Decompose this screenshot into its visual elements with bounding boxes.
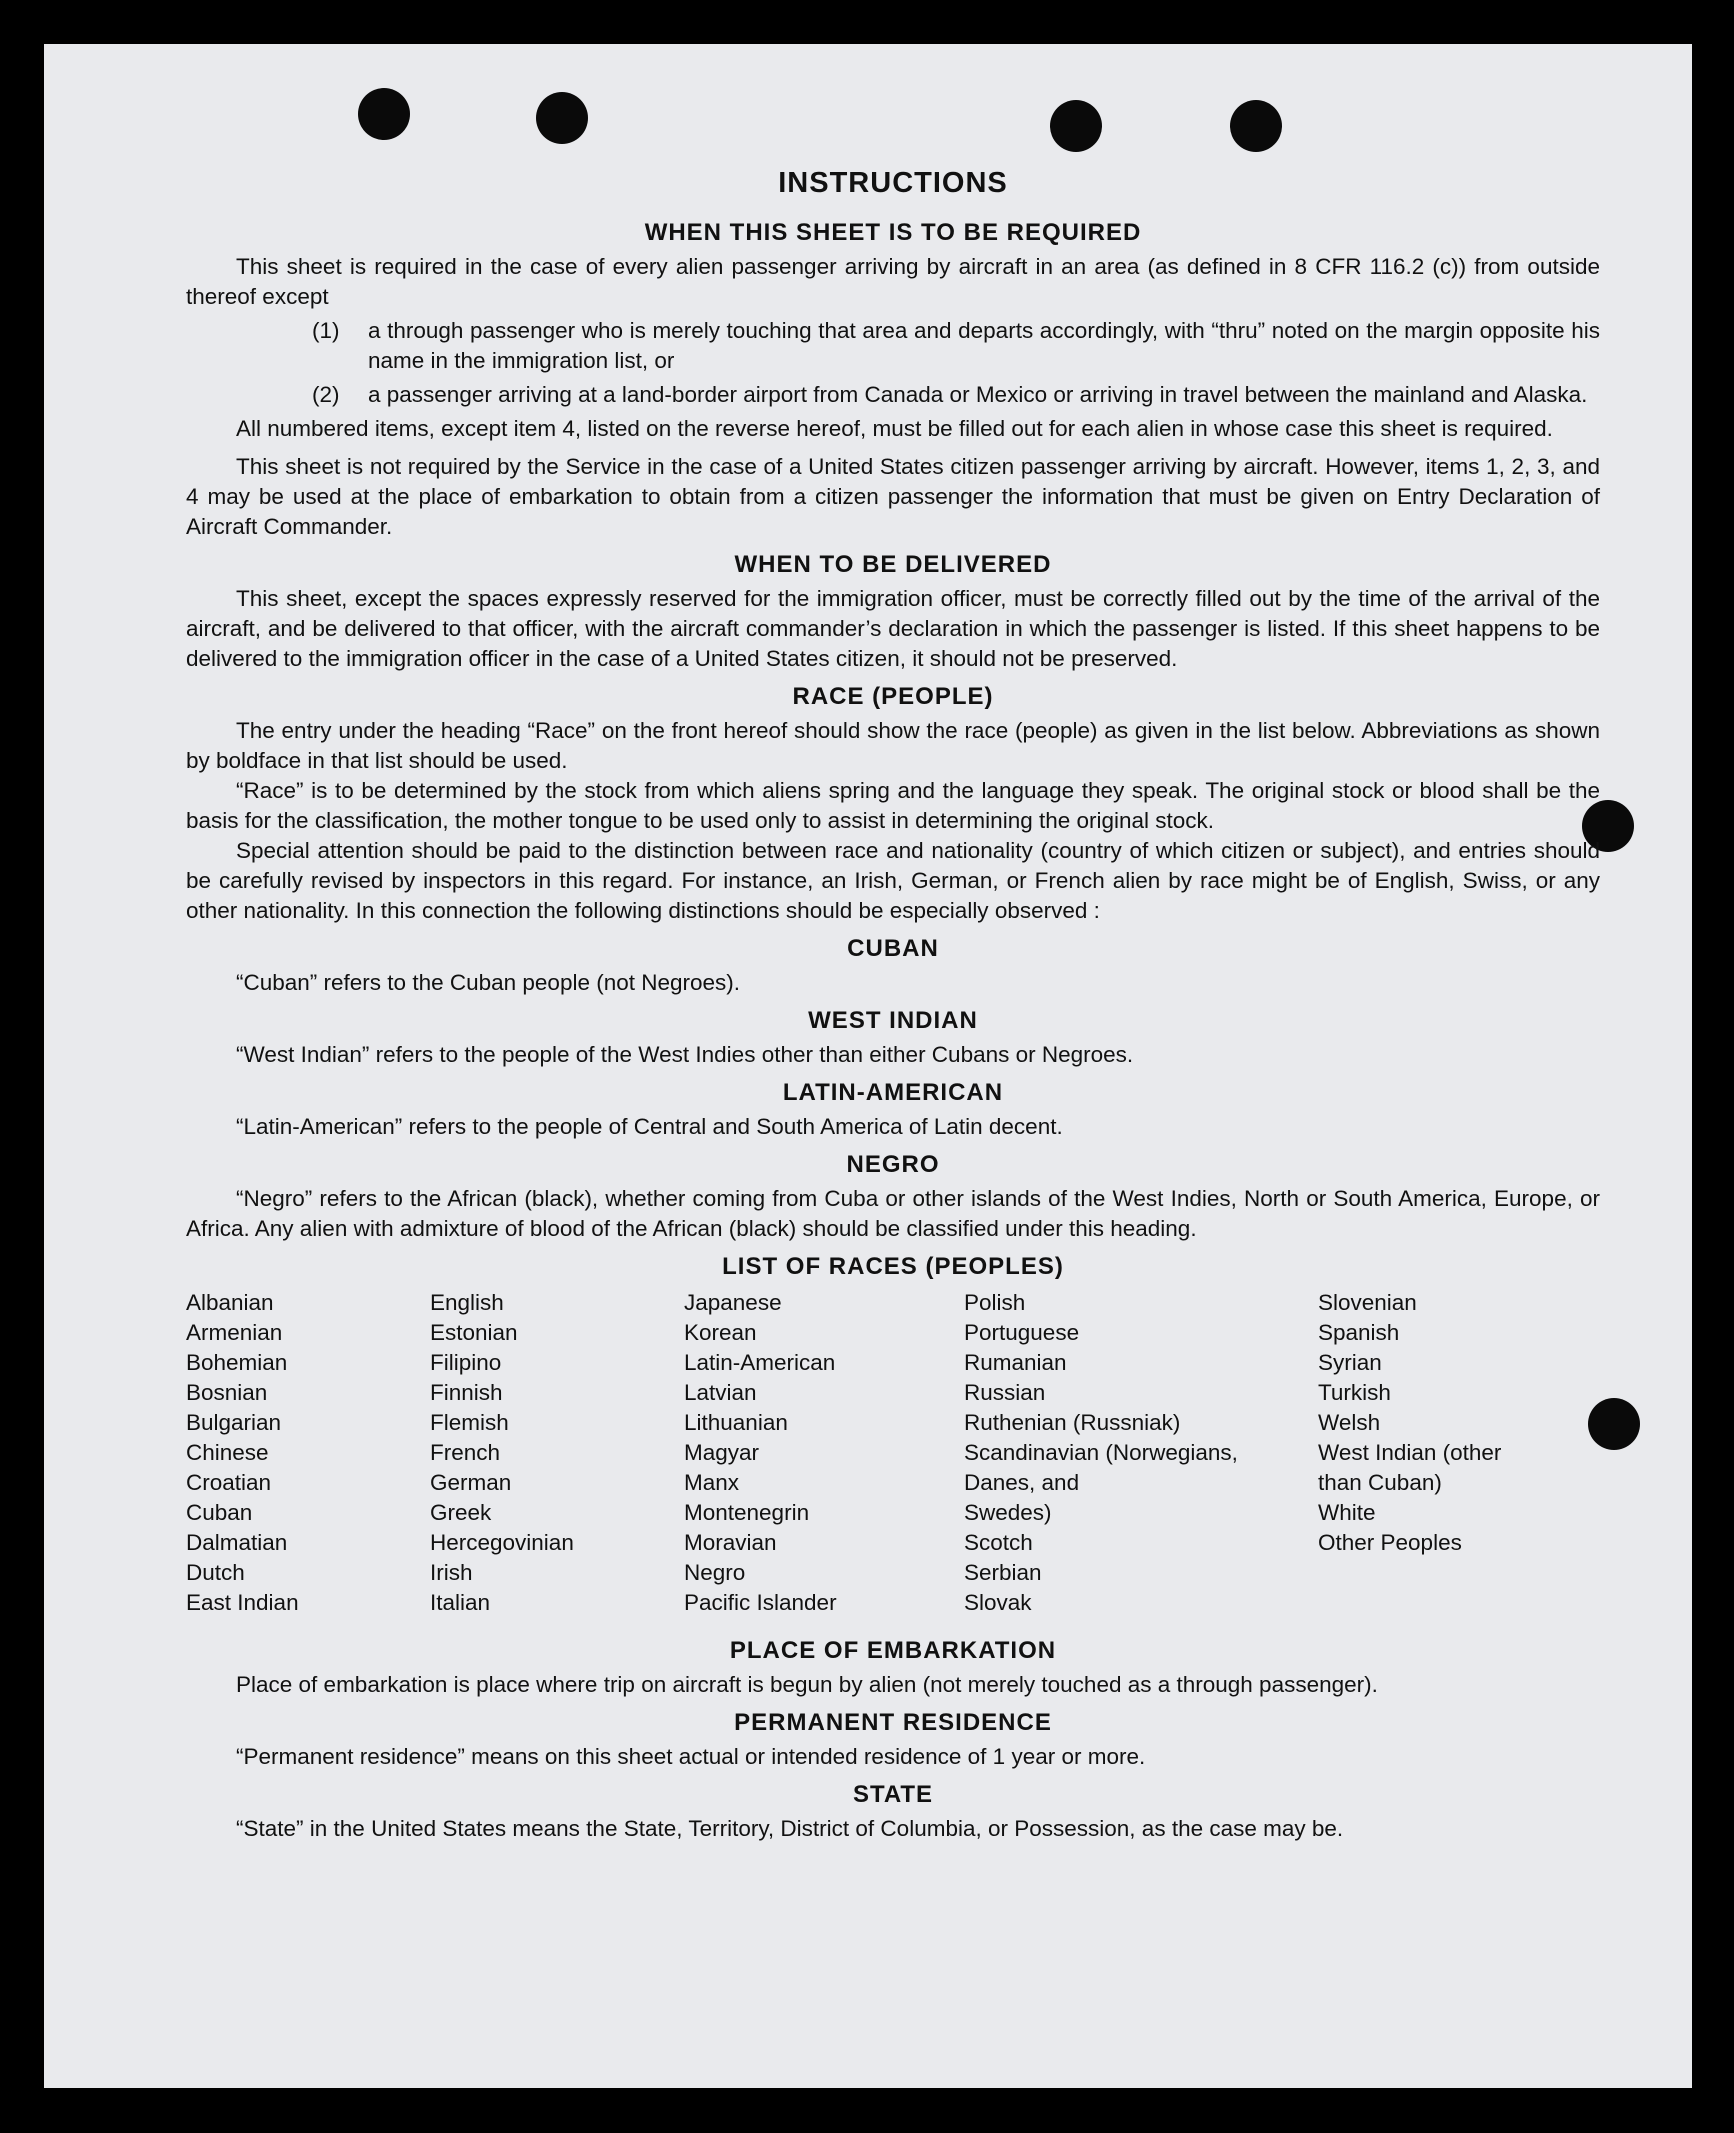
race-entry: Irish bbox=[430, 1560, 473, 1585]
races-column bbox=[1318, 1288, 1501, 1558]
race-entry: Russian bbox=[964, 1380, 1046, 1405]
race-entry: Cuban bbox=[186, 1500, 253, 1525]
race-entry: Japanese bbox=[684, 1290, 782, 1315]
race-entry: Welsh bbox=[1318, 1410, 1381, 1435]
section-heading-place-of-embarkation: PLACE OF EMBARKATION bbox=[729, 1637, 1057, 1664]
races-list bbox=[186, 1288, 1600, 1628]
race-entry: Armenian bbox=[186, 1320, 283, 1345]
race-entry: Magyar bbox=[684, 1440, 760, 1465]
item-number: (2) bbox=[312, 382, 340, 407]
section-heading-cuban: CUBAN bbox=[847, 935, 939, 962]
races-column bbox=[684, 1288, 837, 1618]
punch-hole bbox=[1230, 100, 1282, 152]
race-entry: than Cuban) bbox=[1318, 1470, 1442, 1495]
item-text: a passenger arriving at a land-border airport from Canada or Mexico or arriving in travel between the mainland and Alaska. bbox=[368, 382, 1588, 407]
race-entry: Albanian bbox=[186, 1290, 274, 1315]
race-entry: Filipino bbox=[430, 1350, 502, 1375]
section-heading-negro: NEGRO bbox=[846, 1151, 940, 1178]
numbered-items-paragraph: All numbered items, except item 4, listed on the reverse hereof, must be filled out for each alien in whose case this sheet is required. bbox=[236, 416, 1553, 441]
race-entry: Other Peoples bbox=[1318, 1530, 1462, 1555]
race-entry: Moravian bbox=[684, 1530, 777, 1555]
race-entry: Korean bbox=[684, 1320, 757, 1345]
section-heading-permanent-residence: PERMANENT RESIDENCE bbox=[734, 1709, 1052, 1736]
instructions-content bbox=[186, 168, 1600, 1844]
race-entry: German bbox=[430, 1470, 512, 1495]
section-heading-when-delivered: WHEN TO BE DELIVERED bbox=[734, 551, 1052, 578]
race-entry: French bbox=[430, 1440, 501, 1465]
race-entry: West Indian (other bbox=[1318, 1440, 1502, 1465]
item-text: a through passenger who is merely touching that area and departs accordingly, with “thru” noted on the margin opposite his name in the immigration list, or bbox=[368, 318, 1600, 373]
when-delivered-text: This sheet, except the spaces expressly reserved for the immigration officer, must be correctly filled out by the time of the arrival of the aircraft, and be delivered to that officer, with the aircraft commander’s declaration in which the passenger is listed. If this sheet happens to be delivered to the immigration officer in the case of a United States citizen, it should not be preserved. bbox=[186, 586, 1600, 671]
race-entry: Danes, and bbox=[964, 1470, 1080, 1495]
race-entry: Syrian bbox=[1318, 1350, 1382, 1375]
race-entry: Croatian bbox=[186, 1470, 272, 1495]
race-entry: Serbian bbox=[964, 1560, 1042, 1585]
race-entry: Latin-American bbox=[684, 1350, 836, 1375]
race-paragraph-3: Special attention should be paid to the distinction between race and nationality (country of which citizen or subject), and entries should be carefully revised by inspectors in this regard. For instance, an Irish, German, or French alien by race might be of English, Swiss, or any other nationality. In this connection the following distinctions should be especially observed : bbox=[186, 838, 1600, 923]
races-column bbox=[430, 1288, 574, 1618]
exception-item bbox=[312, 316, 1600, 376]
races-column bbox=[964, 1288, 1238, 1618]
race-entry: Hercegovinian bbox=[430, 1530, 574, 1555]
race-entry: Scandinavian (Norwegians, bbox=[964, 1440, 1238, 1465]
permanent-residence-text: “Permanent residence” means on this sheet actual or intended residence of 1 year or more. bbox=[236, 1744, 1146, 1769]
section-heading-race: RACE (PEOPLE) bbox=[792, 683, 994, 710]
place-of-embarkation-text: Place of embarkation is place where trip on aircraft is begun by alien (not merely touched as a through passenger). bbox=[236, 1672, 1378, 1697]
exception-item bbox=[312, 380, 1600, 410]
race-entry: Bosnian bbox=[186, 1380, 268, 1405]
race-entry: Dutch bbox=[186, 1560, 245, 1585]
section-heading-state: STATE bbox=[852, 1781, 934, 1808]
section-heading-list-of-races: LIST OF RACES (PEOPLES) bbox=[722, 1253, 1064, 1280]
race-entry: Pacific Islander bbox=[684, 1590, 837, 1615]
race-entry: Portuguese bbox=[964, 1320, 1080, 1345]
section-heading-west-indian: WEST INDIAN bbox=[808, 1007, 978, 1034]
race-entry: Polish bbox=[964, 1290, 1026, 1315]
race-entry: Scotch bbox=[964, 1530, 1033, 1555]
negro-text: “Negro” refers to the African (black), whether coming from Cuba or other islands of the West Indies, North or South America, Europe, or Africa. Any alien with admixture of blood of the African (black) should be classified under this heading. bbox=[186, 1186, 1600, 1241]
citizen-paragraph: This sheet is not required by the Service in the case of a United States citizen passenger arriving by aircraft. However, items 1, 2, 3, and 4 may be used at the place of embarkation to obtain from a citizen passenger the information that must be given on Entry Declaration of Aircraft Commander. bbox=[186, 454, 1600, 539]
west-indian-text: “West Indian” refers to the people of the West Indies other than either Cubans or Negroes. bbox=[236, 1042, 1134, 1067]
race-entry: Montenegrin bbox=[684, 1500, 810, 1525]
race-entry: Spanish bbox=[1318, 1320, 1400, 1345]
race-entry: Bulgarian bbox=[186, 1410, 282, 1435]
punch-hole bbox=[1050, 100, 1102, 152]
latin-american-text: “Latin-American” refers to the people of Central and South America of Latin decent. bbox=[236, 1114, 1063, 1139]
race-entry: Swedes) bbox=[964, 1500, 1052, 1525]
item-number: (1) bbox=[312, 318, 340, 343]
race-entry: Rumanian bbox=[964, 1350, 1067, 1375]
section-heading-when-required: WHEN THIS SHEET IS TO BE REQUIRED bbox=[644, 219, 1142, 246]
race-paragraph-2: “Race” is to be determined by the stock from which aliens spring and the language they speak. The original stock or blood shall be the basis for the classification, the mother tongue to be used only to assist in determining the original stock. bbox=[186, 778, 1600, 833]
race-entry: Manx bbox=[684, 1470, 740, 1495]
race-entry: Greek bbox=[430, 1500, 492, 1525]
race-entry: East Indian bbox=[186, 1590, 299, 1615]
state-text: “State” in the United States means the State, Territory, District of Columbia, or Possession, as the case may be. bbox=[236, 1816, 1344, 1841]
race-entry: Dalmatian bbox=[186, 1530, 288, 1555]
race-entry: English bbox=[430, 1290, 504, 1315]
when-required-intro: This sheet is required in the case of every alien passenger arriving by aircraft in an area (as defined in 8 CFR 116.2 (c)) from outside thereof except bbox=[186, 254, 1600, 309]
race-entry: Finnish bbox=[430, 1380, 503, 1405]
race-entry: Bohemian bbox=[186, 1350, 288, 1375]
cuban-text: “Cuban” refers to the Cuban people (not Negroes). bbox=[236, 970, 741, 995]
race-entry: Ruthenian (Russniak) bbox=[964, 1410, 1181, 1435]
race-entry: Slovenian bbox=[1318, 1290, 1417, 1315]
page-title: INSTRUCTIONS bbox=[778, 167, 1008, 199]
punch-hole bbox=[536, 92, 588, 144]
race-entry: Negro bbox=[684, 1560, 746, 1585]
race-entry: Estonian bbox=[430, 1320, 518, 1345]
punch-hole bbox=[358, 88, 410, 140]
race-entry: Flemish bbox=[430, 1410, 509, 1435]
race-entry: Turkish bbox=[1318, 1380, 1391, 1405]
race-entry: Italian bbox=[430, 1590, 491, 1615]
race-entry: Latvian bbox=[684, 1380, 757, 1405]
race-entry: Lithuanian bbox=[684, 1410, 788, 1435]
race-entry: Chinese bbox=[186, 1440, 269, 1465]
races-column bbox=[186, 1288, 299, 1618]
race-entry: White bbox=[1318, 1500, 1376, 1525]
race-paragraph-1: The entry under the heading “Race” on the front hereof should show the race (people) as given in the list below. Abbreviations as shown by boldface in that list should be used. bbox=[186, 718, 1600, 773]
race-entry: Slovak bbox=[964, 1590, 1032, 1615]
section-heading-latin-american: LATIN-AMERICAN bbox=[782, 1079, 1004, 1106]
